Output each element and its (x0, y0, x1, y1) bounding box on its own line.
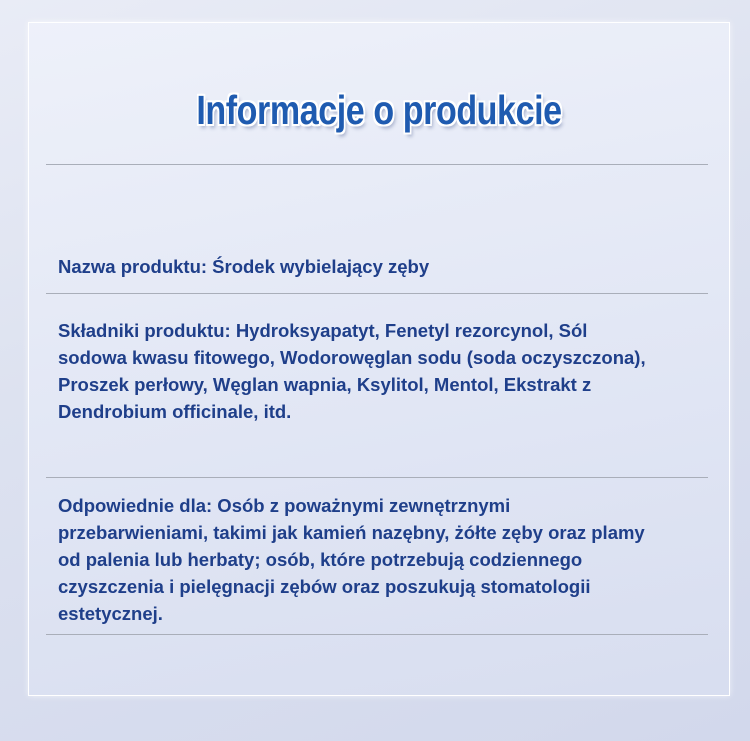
divider (46, 293, 708, 294)
product-info-panel (28, 22, 730, 696)
page-title: Informacje o produkcie (196, 87, 562, 133)
divider (46, 634, 708, 635)
product-name-text: Nazwa produktu: Środek wybielający zęby (58, 256, 430, 277)
divider (46, 164, 708, 165)
suitable-for-text: Odpowiednie dla: Osób z poważnymi zewnętrznymi przebarwieniami, takimi jak kamień nazębny, żółte zęby oraz plamy od palenia lub herbaty; osób, które potrzebują codziennego czyszczenia i pielęgnacji zębów oraz poszukują stomatologii estetycznej. (58, 495, 645, 624)
divider (46, 477, 708, 478)
ingredients-text: Składniki produktu: Hydroksyapatyt, Fenetyl rezorcynol, Sól sodowa kwasu fitowego, Wodorowęglan sodu (soda oczyszczona), Proszek perłowy, Węglan wapnia, Ksylitol, Mentol, Ekstrakt z Dendrobium officinale, itd. (58, 320, 646, 422)
